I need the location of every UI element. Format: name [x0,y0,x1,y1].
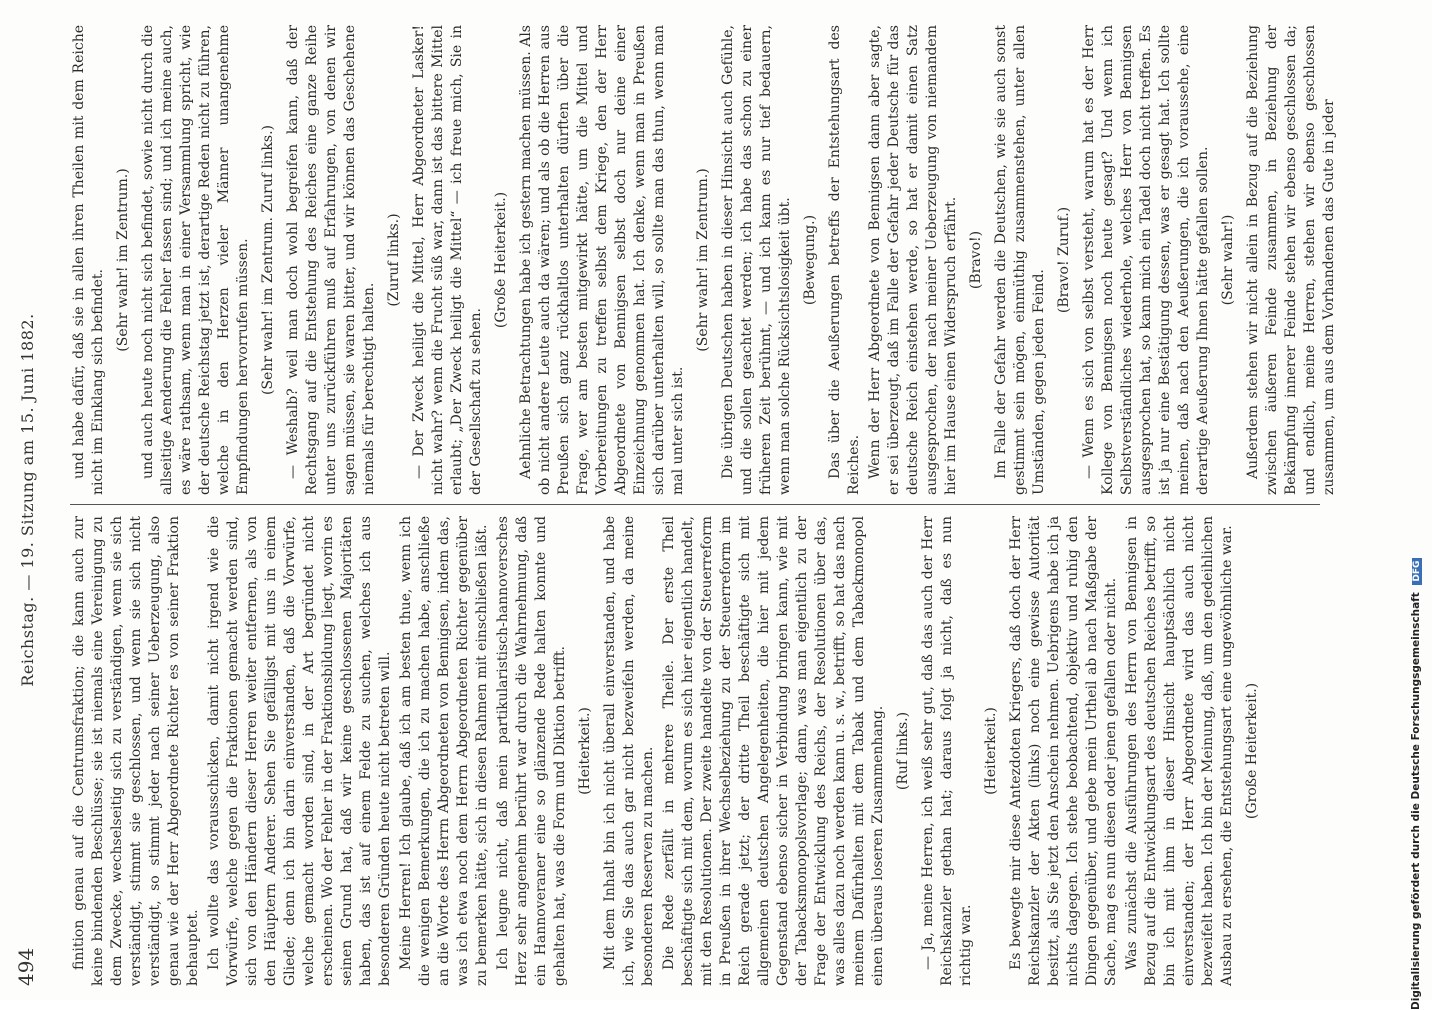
paragraph: — Der Zweck heiligt die Mittel, Herr Abgeordneter Lasker! nicht wahr? wenn die Frucht süß war, dann ist das bittere Mittel erlaubt; „Der Zweck heiligt die Mittel“ — ich freue mich, Sie in der Gesellschaft zu sehen. [411,25,484,495]
paragraph: und habe dafür, daß sie in allen ihren Theilen mit dem Reiche nicht im Einklang sich befindet. [71,25,106,495]
interjection: (Sehr wahr! im Zentrum. Zuruf links.) [260,125,276,395]
interjection: (Sehr wahr! im Zentrum.) [695,168,711,352]
interjection: (Heiterkeit.) [577,707,593,795]
paragraph: Die übrigen Deutschen haben in dieser Hinsicht auch Gefühle, und die sollen geachtet werden; ich habe das schon zu einer früheren Zeit berühmt, — und ich kann es nur tief bedauern, wenn man solche Rücksichtslosigkeit übt. [720,25,793,495]
interjection: (Sehr wahr!) [1220,214,1236,306]
interjection: (Große Heiterkeit.) [493,191,509,329]
interjection: (Zuruf links.) [386,213,402,307]
paragraph: Im Falle der Gefahr werden die Deutschen, wie sie auch sonst gestimmt sein mögen, einmüthig zusammenstehen, unter allen Umständen, gegen jeden Feind. [993,25,1047,495]
digitization-text: Digitalisierung gefördert durch die Deutsche Forschungsgemeinschaft [1410,592,1422,1010]
interjection: (Bravo! Zuruf.) [1056,206,1072,314]
paragraph: Ich wollte das vorausschicken, damit nicht irgend wie die Vorwürfe, welche gegen die Fraktionen gemacht werden sind, sich von den Händern dieser Herren weiter entfernen, als von den Häuptern Anderer. Sehen Sie gefälligst mit uns in einem Gliede; denn ich bin darin einverstanden, daß die Vorwürfe, welche gemacht worden sind, in der Art begründet nicht erscheinen. Wo der Fehler in der Fraktionsbildung liegt, worin es seinen Grund hat, daß wir keine geschlossenen Majoritäten haben, das ist auf einem Felde zu suchen, welches ich aus besonderen Gründen heute nicht betreten will. [206,516,393,986]
paragraph: — Ja, meine Herren, ich weiß sehr gut, daß das auch der Herr Reichskanzler gethan hat; daraus folgt ja nicht, daß es nun richtig war. [920,516,974,986]
left-column [70,516,1268,986]
dfg-logo: DFG [1412,558,1422,585]
paragraph: Ich leugne nicht, daß mein partikularistisch-hannoversches Herz sehr angenehm berührt war durch die Wahrnehmung, daß ein Hannoveraner eine so glänzende Rede halten konnte und gehalten hat, was die Form und Diktion betrifft. [495,516,568,986]
page-header [0,0,60,1000]
interjection: (Sehr wahr! im Zentrum.) [115,168,131,352]
paragraph: Wenn der Herr Abgeordnete von Bennigsen dann aber sagte, er sei überzeugt, daß im Falle der Gefahr jeder Deutsche für das deutsche Reich einstehen werde, so hat er damit einen Satz ausgesprochen, der nach meiner Ueberzeugung von niemandem hier im Hause einen Widerspruch erfährt. [867,25,959,495]
right-column [70,25,1341,495]
paragraph: Es bewegte mir diese Antezdoten Kriegers, daß doch der Herr Reichskanzler der Akten (links) noch eine gewisse Autorität besitzt, als Sie jetzt den Anschein nehmen. Uebrigens habe ich ja nichts dagegen. Ich stehe beobachtend, objektiv und ruhig den Dingen gegenüber, und gebe mein Urtheil ab nach Maßgabe der Sache, mag es nun diesen oder jenen gefallen oder nicht. [1008,516,1119,986]
interjection: (Große Heiterkeit.) [1244,682,1260,820]
paragraph: finition genau auf die Centrumsfraktion; die kann auch zur keine bindenden Beschlüsse; sie ist niemals eine Vereinigung zu dem Zwecke, wechselseitig sich zu verständigen, wenn sie sich verständigt, stimmt sie geschlossen, und wenn sie sich nicht verständigt, so stimmt jeder nach seiner Ueberzeugung, also genau wie der Herr Abgeordnete Richter es von seiner Fraktion behauptet. [71,516,201,986]
paragraph: Was zunächst die Ausführungen des Herrn von Bennigsen in Bezug auf die Entwicklungsart des deutschen Reiches betrifft, so bin ich mit ihm in dieser Hinsicht hauptsächlich nicht einverstanden; der Herr Abgeordnete wird das auch nicht bezweifelt haben. Ich bin der Meinung, daß, um den gedeihlichen Ausbau zu ersehen, die Entstehungsart eine ungewöhnliche war. [1124,516,1235,986]
paragraph: Meine Herren! Ich glaube, daß ich am besten thue, wenn ich die wenigen Bemerkungen, die ich zu machen habe, anschließe an die Worte des Herrn Abgeordneten von Bennigsen, indem das, was ich etwa noch dem Herrn Abgeordneten Richter gegenüber zu bemerken hätte, sich in diesen Rahmen mit einschließen läßt. [398,516,490,986]
paragraph: Außerdem stehen wir nicht allein in Bezug auf die Beziehung zwischen äußeren Feinde zusammen, in Beziehung der Bekämpfung innerer Feinde stehen wir ebenso geschlossen da; und endlich, meine Herren, stehen wir ebenso geschlossen zusammen, um aus dem Vorhandenen das Gute in jeder [1245,25,1337,495]
paragraph: Mit dem Inhalt bin ich nicht überall einverstanden, und habe ich, wie Sie das auch gar nicht bezweifeln werden, da meine besonderen Reserven zu machen. [602,516,656,986]
page-number: 494 [14,947,38,986]
paragraph: Aehnliche Betrachtungen habe ich gestern machen müssen. Als ob nicht andere Leute auch da wären; und als ob die Herren aus Preußen sich ganz rückhaltlos unterhalten dürften über die Frage, wer am besten mitgewirkt hätte, um die Mittel und Vorbereitungen zu treffen selbst dem Kriege, den der Herr Abgeordnete von Bennigsen selbst doch nur deine einer Einzeichnung genommen hat. Ich denke, wenn man in Preußen sich darüber unterhalten will, so sollte man das thun, wenn man mal unter sich ist. [518,25,686,495]
digitization-notice [1410,330,1422,1010]
paragraph: Das über die Aeußerungen betreffs der Entstehungsart des Reiches. [827,25,862,495]
paragraph: — Wenn es sich von selbst versteht, warum hat es der Herr Kollege von Bennigsen noch heute gesagt? Und wenn ich Selbstverständliches wiederhole, welches Herr von Bennigsen ausgesprochen hat, so kann mich ein Tadel doch nicht treffen. Es ist ja nur eine Bestätigung dessen, was er gesagt hat. Ich sollte meinen, daß nach den Aeußerungen, die ich voraussehe, eine derartige Aeußerung Ihnen hätte gefallen sollen. [1081,25,1211,495]
running-title: Reichstag. — 19. Sitzung am 15. Juni 1882. [18,313,37,687]
column-divider [70,504,1320,505]
interjection: (Heiterkeit.) [983,707,999,795]
interjection: (Ruf links.) [895,711,911,791]
paragraph: Die Rede zerfällt in mehrere Theile. Der erste Theil beschäftigte sich mit dem, worum es sich hier eigentlich handelt, mit den Resolutionen. Der zweite handelte von der Steuerreform in Preußen in ihrer Wechselbeziehung zu der Steuerreform im Reich gerade jetzt; der dritte Theil beschäftigte sich mit allgemeinen deutschen Angelegenheiten, die hier mit jedem Gegenstand ebenso sicher in Verbindung bringen kann, wie mit der Tabacksmonopolsvorlage; dann, was man eigentlich zu der Frage der Entwicklung des Reichs, der Resolutionen über das, was alles dazu noch werden kann u. s. w., betrifft, so hat das nach meinem Dafürhalten mit dem Tabak und dem Tabackmonopol einen überaus loseren Zusammenhang. [661,516,886,986]
paragraph: und auch heute noch nicht sich befindet, sowie nicht durch die allseitige Aenderung die Fehler fassen sind; und ich meine auch, es wäre rathsam, wenn man in einer Versammlung spricht, wie der deutsche Reichstag jetzt ist, derartige Reden nicht zu führen, welche in den Herzen vieler Männer unangenehme Empfindungen hervorrufen müssen. [140,25,251,495]
paragraph: — Weshalb? weil man doch wohl begreifen kann, daß der Rechtsgang auf die Entstehung des Reiches eine ganze Reihe unter uns zurückführen muß auf Erfahrungen, von denen wir sagen müssen, sie waren bitter, und wir können das Geschehene niemals für berechtigt halten. [285,25,377,495]
interjection: (Bewegung.) [802,214,818,306]
footer-strip [1410,330,1430,1010]
interjection: (Bravo!) [968,230,984,290]
